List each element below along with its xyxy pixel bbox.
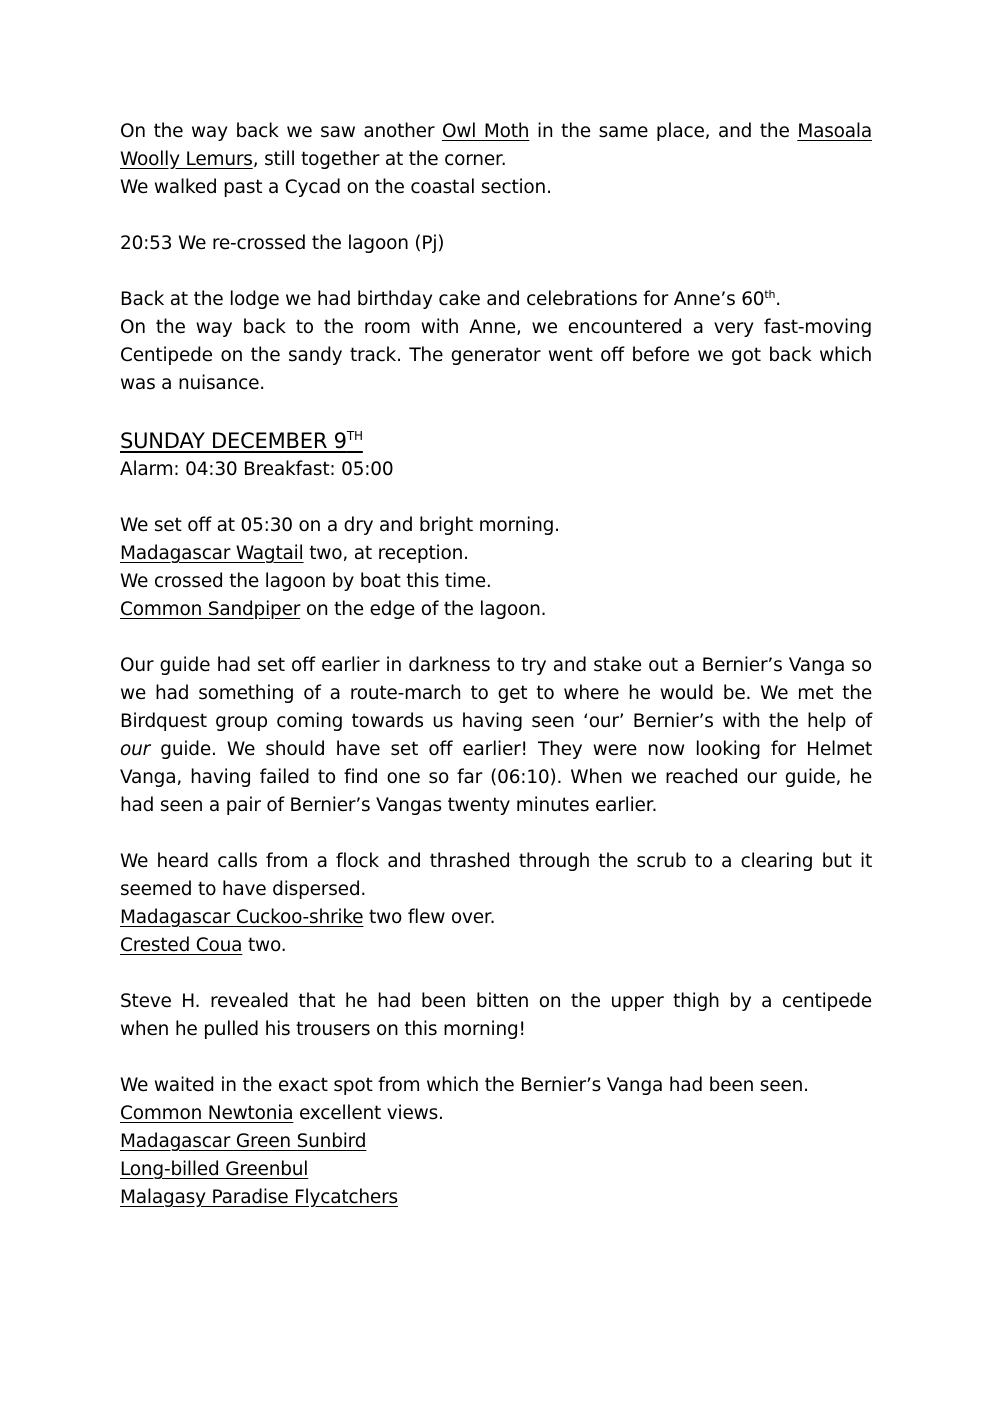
text: We set off at 05:30 on a dry and bright morning. bbox=[120, 515, 560, 536]
heading-text: SUNDAY DECEMBER 9 bbox=[120, 429, 347, 453]
species-common-newtonia: Common Newtonia bbox=[120, 1103, 294, 1124]
text: two, at reception. bbox=[303, 543, 469, 564]
text-centipede: On the way back to the room with Anne, we encountered a very fast-moving Centipede on the sandy track. The generator went off before we got back which was a nuisance. bbox=[120, 317, 872, 394]
species-crested-coua: Crested Coua bbox=[120, 935, 243, 956]
paragraph-lodge-celebration bbox=[120, 286, 872, 398]
text: . bbox=[775, 289, 781, 310]
species-long-billed-greenbul: Long-billed Greenbul bbox=[120, 1159, 309, 1180]
species-madagascar-green-sunbird: Madagascar Green Sunbird bbox=[120, 1131, 367, 1152]
date-heading bbox=[120, 426, 872, 456]
text: , still together at the corner. bbox=[252, 149, 507, 170]
text: On the way back we saw another bbox=[120, 121, 442, 142]
text: two. bbox=[242, 935, 287, 956]
species-madagascar-cuckoo-shrike: Madagascar Cuckoo-shrike bbox=[120, 907, 364, 928]
paragraph-steve-bitten: Steve H. revealed that he had been bitten on the upper thigh by a centipede when he pulled his trousers on this morning! bbox=[120, 991, 872, 1040]
text: We waited in the exact spot from which the Bernier’s Vanga had been seen. bbox=[120, 1075, 809, 1096]
emphasis-our: our bbox=[120, 739, 151, 760]
paragraph-lagoon-recross: 20:53 We re-crossed the lagoon (Pj) bbox=[120, 233, 445, 254]
text: guide. We should have set off earlier! They were now looking for Helmet Vanga, having failed to find one so far (06:10). When we reached our guide, he had seen a pair of Bernier’s Vangas twenty minutes earlier. bbox=[120, 739, 872, 816]
paragraph-flock bbox=[120, 848, 872, 960]
species-owl-moth: Owl Moth bbox=[441, 121, 530, 142]
text-cycad: We walked past a Cycad on the coastal section. bbox=[120, 177, 552, 198]
alarm-line: Alarm: 04:30 Breakfast: 05:00 bbox=[120, 459, 394, 480]
text: We crossed the lagoon by boat this time. bbox=[120, 571, 492, 592]
heading-superscript: TH bbox=[346, 429, 363, 443]
text: two flew over. bbox=[363, 907, 496, 928]
text: excellent views. bbox=[293, 1103, 444, 1124]
paragraph-berniers-vanga bbox=[120, 652, 872, 820]
paragraph-owl-moth bbox=[120, 118, 872, 202]
species-common-sandpiper: Common Sandpiper bbox=[120, 599, 301, 620]
text: Back at the lodge we had birthday cake and celebrations for Anne’s 60 bbox=[120, 289, 765, 310]
superscript-th: th bbox=[764, 287, 776, 301]
paragraph-waiting-spot bbox=[120, 1072, 872, 1212]
text: on the edge of the lagoon. bbox=[300, 599, 547, 620]
text: in the same place, and the bbox=[529, 121, 798, 142]
species-malagasy-paradise-flycatchers: Malagasy Paradise Flycatchers bbox=[120, 1187, 398, 1208]
document-page bbox=[120, 118, 872, 1212]
paragraph-morning-start bbox=[120, 512, 872, 624]
species-madagascar-wagtail: Madagascar Wagtail bbox=[120, 543, 304, 564]
text: Our guide had set off earlier in darkness to try and stake out a Bernier’s Vanga so we had something of a route-march to get to where he would be. We met the Birdquest group coming towards us having seen ‘our’ Bernier’s with the help of bbox=[120, 655, 872, 732]
text: We heard calls from a flock and thrashed through the scrub to a clearing but it seemed to have dispersed. bbox=[120, 851, 872, 900]
species-masoala-woolly-lemurs: Masoala Woolly Lemurs bbox=[120, 121, 872, 170]
